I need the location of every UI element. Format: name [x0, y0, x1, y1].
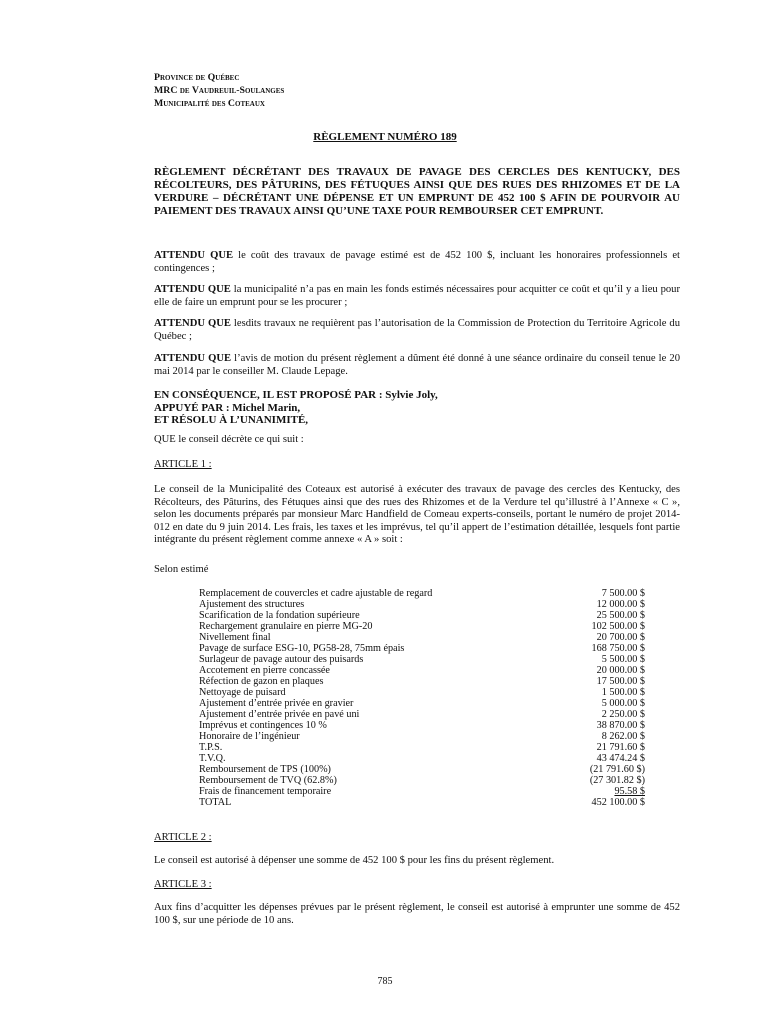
cost-amount: 168 750.00 $ — [591, 643, 645, 654]
cost-row — [199, 610, 645, 621]
cost-amount: 17 500.00 $ — [596, 676, 645, 687]
cost-item: T.P.S. — [199, 742, 223, 753]
whereas-text: l’avis de motion du présent règlement a dûment été donné à une séance ordinaire du conseil tenue le 20 mai 2014 par le conseiller M. Claude Lepage. — [154, 353, 680, 377]
cost-row — [199, 775, 645, 786]
whereas-lead: ATTENDU QUE — [154, 353, 232, 364]
cost-amount: (21 791.60 $) — [589, 764, 645, 775]
cost-item: Rechargement granulaire en pierre MG-20 — [199, 621, 373, 632]
regulation-subject: RÈGLEMENT DÉCRÉTANT DES TRAVAUX DE PAVAGE DES CERCLES DES KENTUCKY, DES RÉCOLTEURS, DES PÂTURINS, DES FÉTUQUES AINSI QUE DES RUES DES RHIZOMES ET DE LA VERDURE – DÉCRÉTANT UNE DÉPENSE ET UN EMPRUNT DE 452 100 $ AFIN DE POURVOIR AU PAIEMENT DES TRAVAUX AINSI QU’UNE TAXE POUR REMBOURSER CET EMPRUNT. — [154, 166, 680, 217]
cost-item: T.V.Q. — [199, 753, 226, 764]
cost-amount: 5 500.00 $ — [601, 654, 645, 665]
cost-row — [199, 698, 645, 709]
whereas-lead: ATTENDU QUE — [154, 318, 231, 329]
cost-row — [199, 687, 645, 698]
regulation-title: RÈGLEMENT NUMÉRO 189 — [313, 131, 457, 143]
cost-amount: 8 262.00 $ — [601, 731, 645, 742]
cost-row — [199, 621, 645, 632]
header-mrc: MRC de Vaudreuil-Soulanges — [154, 85, 285, 96]
cost-amount: 21 791.60 $ — [596, 742, 645, 753]
cost-amount: (27 301.82 $) — [589, 775, 645, 786]
cost-row — [199, 742, 645, 753]
cost-amount: 7 500.00 $ — [601, 588, 645, 599]
resolution-block — [154, 389, 680, 427]
decree-statement: QUE le conseil décrète ce qui suit : — [154, 434, 304, 445]
cost-amount: 1 500.00 $ — [601, 687, 645, 698]
cost-item: TOTAL — [199, 797, 232, 808]
cost-amount: 43 474.24 $ — [596, 753, 645, 764]
article-2-heading: ARTICLE 2 : — [154, 832, 212, 843]
cost-item: Imprévus et contingences 10 % — [199, 720, 327, 731]
cost-item: Surlageur de pavage autour des puisards — [199, 654, 364, 665]
header-municipality: Municipalité des Coteaux — [154, 98, 265, 109]
whereas-text: lesdits travaux ne requièrent pas l’autorisation de la Commission de Protection du Territoire Agricole du Québec ; — [154, 318, 681, 342]
resolution-proposed: EN CONSÉQUENCE, IL EST PROPOSÉ PAR : Sylvie Joly, — [154, 389, 438, 401]
estimate-label: Selon estimé — [154, 564, 209, 575]
cost-amount: 25 500.00 $ — [596, 610, 645, 621]
cost-row — [199, 720, 645, 731]
cost-amount: 5 000.00 $ — [601, 698, 645, 709]
cost-row — [199, 786, 645, 797]
article-3-text: Aux fins d’acquitter les dépenses prévues par le présent règlement, le conseil est autorisé à emprunter une somme de 452 100 $, sur une période de 10 ans. — [154, 902, 680, 926]
cost-item: Pavage de surface ESG-10, PG58-28, 75mm épais — [199, 643, 405, 654]
cost-amount: 95.58 $ — [614, 786, 645, 797]
cost-amount: 20 000.00 $ — [596, 665, 645, 676]
cost-item: Nivellement final — [199, 632, 271, 643]
article-3-heading: ARTICLE 3 : — [154, 879, 212, 890]
cost-row — [199, 797, 645, 808]
cost-item: Ajustement d’entrée privée en gravier — [199, 698, 354, 709]
cost-item: Frais de financement temporaire — [199, 786, 332, 797]
cost-item: Scarification de la fondation supérieure — [199, 610, 360, 621]
cost-item: Remboursement de TPS (100%) — [199, 764, 331, 775]
cost-row — [199, 731, 645, 742]
cost-amount: 20 700.00 $ — [596, 632, 645, 643]
cost-item: Remplacement de couvercles et cadre ajustable de regard — [199, 588, 433, 599]
cost-row — [199, 632, 645, 643]
cost-item: Nettoyage de puisard — [199, 687, 286, 698]
cost-amount: 38 870.00 $ — [596, 720, 645, 731]
cost-item: Ajustement d’entrée privée en pavé uni — [199, 709, 360, 720]
cost-row — [199, 588, 645, 599]
whereas-text: la municipalité n’a pas en main les fonds estimés nécessaires pour acquitter ce coût et qu’il y a lieu pour elle de faire un emprunt pour se les procurer ; — [154, 284, 681, 308]
cost-row — [199, 676, 645, 687]
cost-row — [199, 764, 645, 775]
article-1-heading: ARTICLE 1 : — [154, 459, 212, 470]
cost-row — [199, 709, 645, 720]
whereas-paragraph — [154, 284, 680, 309]
cost-item: Accotement en pierre concassée — [199, 665, 330, 676]
cost-row — [199, 665, 645, 676]
whereas-lead: ATTENDU QUE — [154, 284, 231, 295]
whereas-paragraph — [154, 250, 680, 275]
cost-amount: 452 100.00 $ — [591, 797, 645, 808]
cost-amount: 12 000.00 $ — [596, 599, 645, 610]
document-header — [154, 71, 284, 110]
cost-item: Réfection de gazon en plaques — [199, 676, 324, 687]
cost-row — [199, 599, 645, 610]
article-2-text: Le conseil est autorisé à dépenser une somme de 452 100 $ pour les fins du présent règlement. — [154, 855, 555, 866]
article-1-text: Le conseil de la Municipalité des Coteaux est autorisé à exécuter des travaux de pavage des cercles des Kentucky, des Récolteurs, des Pâturins, des Fétuques ainsi que des rues des Rhizomes et de la Verdure tel qu’illustré à l’Annexe « C », selon les documents préparés par monsieur Marc Handfield de Comeau experts-conseils, portant le numéro de projet 2014-012 en date du 9 juin 2014. Les frais, les taxes et les imprévus, tel qu’il appert de l’estimation détaillée, lesquels font partie intégrante du présent règlement comme annexe « A » soit : — [154, 484, 680, 545]
cost-row — [199, 753, 645, 764]
header-province: Province de Québec — [154, 72, 240, 83]
whereas-lead: ATTENDU QUE — [154, 250, 234, 261]
whereas-text: le coût des travaux de pavage estimé est de 452 100 $, incluant les honoraires professionnels et contingences ; — [154, 250, 680, 274]
whereas-paragraph — [154, 353, 680, 378]
cost-estimate-table — [199, 588, 645, 808]
cost-amount: 102 500.00 $ — [591, 621, 645, 632]
cost-item: Ajustement des structures — [199, 599, 305, 610]
page-number: 785 — [377, 976, 393, 987]
cost-item: Remboursement de TVQ (62.8%) — [199, 775, 337, 786]
resolution-unanimous: ET RÉSOLU À L’UNANIMITÉ, — [154, 414, 309, 426]
whereas-paragraph — [154, 318, 680, 343]
cost-item: Honoraire de l’ingénieur — [199, 731, 300, 742]
cost-row — [199, 654, 645, 665]
cost-amount: 2 250.00 $ — [601, 709, 645, 720]
resolution-seconded: APPUYÉ PAR : Michel Marin, — [154, 401, 301, 414]
cost-row — [199, 643, 645, 654]
